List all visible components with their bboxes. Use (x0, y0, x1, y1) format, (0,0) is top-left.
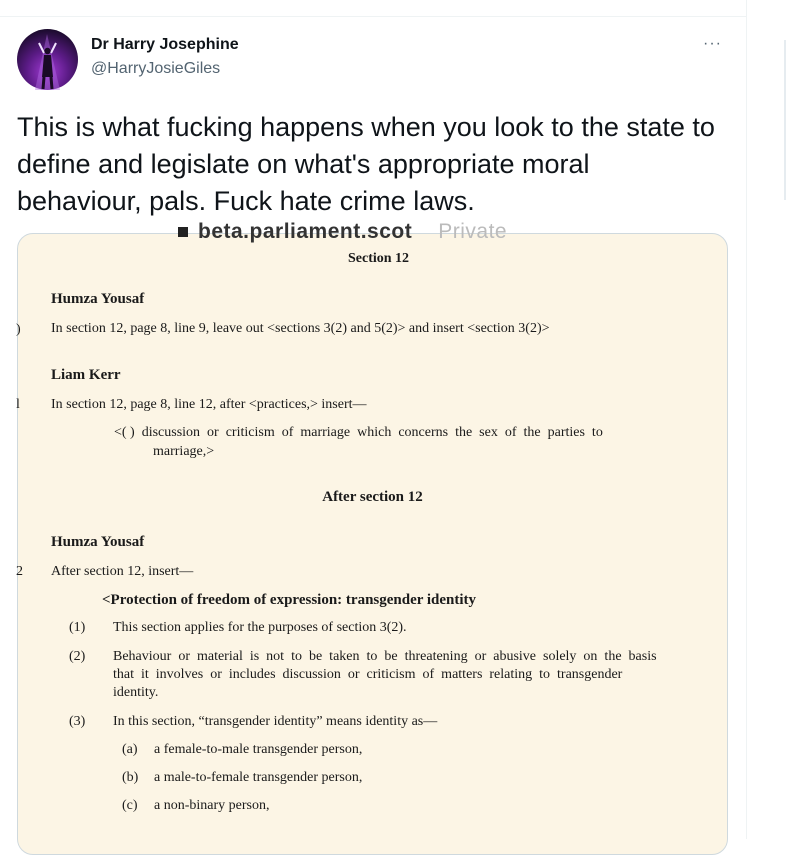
amendment-text: In section 12, page 8, line 9, leave out <sections 3(2) and 5(2)> and insert <section 3(2)> (51, 321, 550, 336)
amendment-text: In section 12, page 8, line 12, after <practices,> insert— (51, 397, 367, 412)
item-number: (2) (69, 649, 86, 664)
insert-title: <Protection of freedom of expression: transgender identity (102, 592, 477, 608)
tweet-text: This is what fucking happens when you look to the state to define and legislate on what's appropriate moral behaviour, pals. Fuck hate crime laws. (17, 112, 715, 216)
url-bar-cutoff (178, 220, 507, 244)
section-heading: After section 12 (322, 489, 423, 505)
amendment-text: After section 12, insert— (51, 564, 194, 579)
subitem-text: a female-to-male transgender person, (154, 742, 363, 757)
margin-marker: ) (16, 322, 21, 337)
margin-marker: 2 (16, 564, 23, 579)
item-text: that it involves or includes discussion or criticism of matters relating to transgender (113, 667, 623, 682)
url-private-label: Private (438, 220, 508, 243)
more-options-icon[interactable]: ··· (703, 35, 722, 52)
avatar[interactable] (17, 29, 78, 90)
url-text: beta.parliament.scot (198, 220, 413, 243)
insert-text: marriage,> (153, 444, 215, 459)
timeline-border (746, 0, 747, 839)
margin-marker: l (16, 397, 20, 412)
tweet-image[interactable] (16, 220, 728, 855)
amendment-mover: Humza Yousaf (51, 291, 145, 307)
subitem-text: a non-binary person, (154, 798, 270, 813)
author-handle[interactable]: @HarryJosieGiles (91, 60, 221, 77)
subitem-letter: (c) (122, 798, 138, 813)
section-heading-cutoff: Section 12 (348, 251, 410, 266)
top-divider (0, 16, 746, 17)
item-text: Behaviour or material is not to be taken to be threatening or abusive solely on the basis (113, 649, 657, 664)
item-number: (1) (69, 620, 86, 635)
item-text: identity. (113, 685, 159, 700)
lock-icon (178, 227, 188, 237)
amendment-mover: Liam Kerr (51, 367, 121, 383)
author-name[interactable]: Dr Harry Josephine (91, 36, 239, 53)
amendment-mover: Humza Yousaf (51, 534, 145, 550)
insert-text: <( ) discussion or criticism of marriage which concerns the sex of the parties to (114, 425, 603, 440)
subitem-letter: (b) (122, 770, 139, 785)
item-text: This section applies for the purposes of section 3(2). (113, 620, 407, 635)
subitem-letter: (a) (122, 742, 138, 757)
subitem-text: a male-to-female transgender person, (154, 770, 363, 785)
item-number: (3) (69, 714, 86, 729)
item-text: In this section, “transgender identity” means identity as— (113, 714, 438, 729)
